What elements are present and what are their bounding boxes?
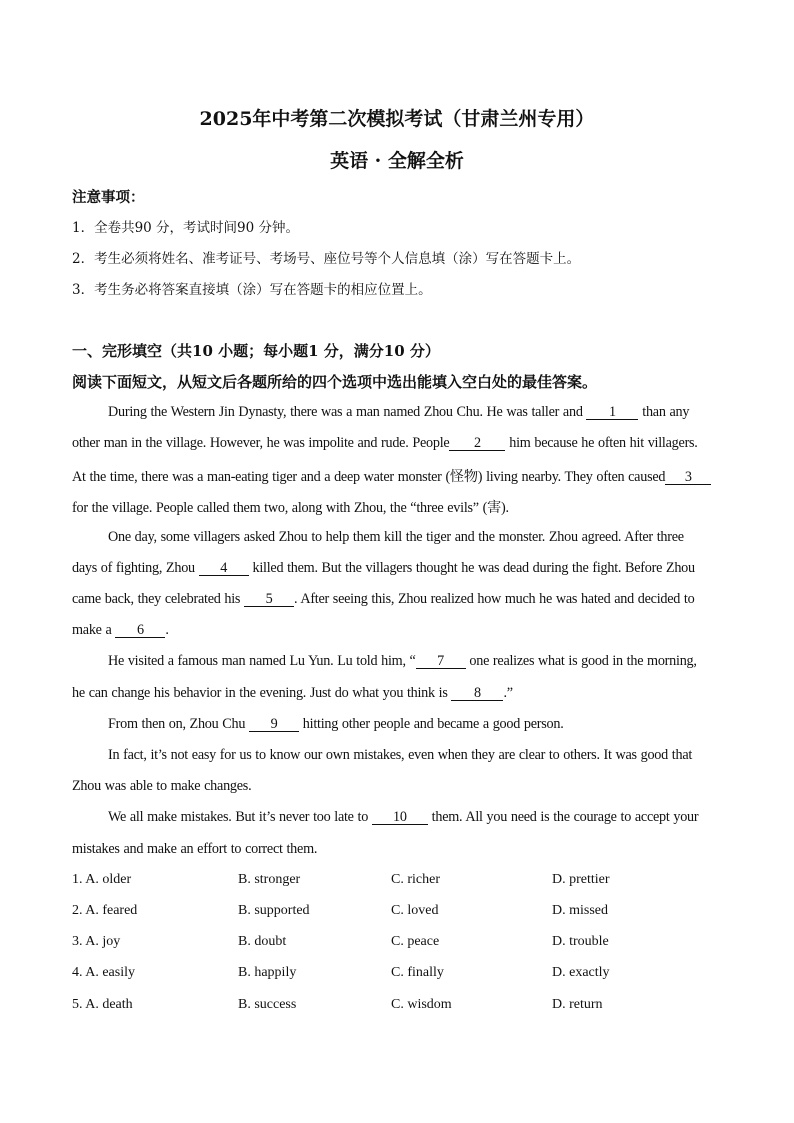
option-a: 2. A. feared xyxy=(72,903,138,918)
option-c: C. loved xyxy=(391,903,439,918)
option-b: B. supported xyxy=(238,903,310,918)
passage-line: From then on, Zhou Chu 9 hitting other people and became a good person. xyxy=(108,716,564,732)
option-d: D. return xyxy=(552,997,603,1012)
option-d: D. trouble xyxy=(552,934,609,949)
page-subtitle: 英语 · 全解全析 xyxy=(330,150,464,172)
passage-line: We all make mistakes. But it’s never too late to 10 them. All you need is the courage to accept your xyxy=(108,809,699,825)
option-d: D. prettier xyxy=(552,872,610,887)
passage-line: he can change his behavior in the evening. Just do what you think is 8 .” xyxy=(72,685,513,701)
notice-item: 1．全卷共90 分，考试时间90 分钟。 xyxy=(72,220,300,236)
notice-item: 3．考生务必将答案直接填（涂）写在答题卡的相应位置上。 xyxy=(72,282,432,298)
passage-line: During the Western Jin Dynasty, there was a man named Zhou Chu. He was taller and 1 than any xyxy=(108,404,690,420)
option-a: 4. A. easily xyxy=(72,965,135,980)
passage-line: He visited a famous man named Lu Yun. Lu told him, “ 7 one realizes what is good in the morning, xyxy=(108,653,697,669)
option-c: C. peace xyxy=(391,934,440,949)
passage-line: other man in the village. However, he was impolite and rude. People 2 him because he often hit villagers. xyxy=(72,435,698,451)
answer-blank-4: 4 xyxy=(199,561,249,576)
option-d: D. exactly xyxy=(552,965,610,980)
passage-line: At the time, there was a man-eating tiger and a deep water monster (怪物) living nearby. They often caused 3 xyxy=(72,466,711,486)
option-b: B. doubt xyxy=(238,934,287,949)
option-a: 3. A. joy xyxy=(72,934,121,949)
option-c: C. richer xyxy=(391,872,440,887)
answer-blank-1: 1 xyxy=(586,405,638,420)
answer-blank-7: 7 xyxy=(416,654,466,669)
option-a: 1. A. older xyxy=(72,872,132,887)
option-b: B. happily xyxy=(238,965,297,980)
page-title: 2025年中考第二次模拟考试（甘肃兰州专用） xyxy=(199,108,595,130)
passage-line: Zhou was able to make changes. xyxy=(72,778,252,794)
answer-blank-3: 3 xyxy=(665,470,711,485)
option-a: 5. A. death xyxy=(72,997,133,1012)
answer-blank-9: 9 xyxy=(249,717,299,732)
passage-line: One day, some villagers asked Zhou to help them kill the tiger and the monster. Zhou agreed. After three xyxy=(108,529,684,545)
option-b: B. stronger xyxy=(238,872,301,887)
passage-line: In fact, it’s not easy for us to know our own mistakes, even when they are clear to others. It was good that xyxy=(108,747,693,763)
notice-heading: 注意事项： xyxy=(72,189,145,206)
passage-line: mistakes and make an effort to correct them. xyxy=(72,841,318,857)
passage-line: make a 6 . xyxy=(72,622,169,638)
answer-blank-8: 8 xyxy=(451,686,503,701)
option-d: D. missed xyxy=(552,903,608,918)
answer-blank-6: 6 xyxy=(115,623,165,638)
option-b: B. success xyxy=(238,997,297,1012)
notice-item: 2．考生必须将姓名、准考证号、考场号、座位号等个人信息填（涂）写在答题卡上。 xyxy=(72,251,581,267)
passage-line: came back, they celebrated his 5 . After seeing this, Zhou realized how much he was hated and decided to xyxy=(72,591,695,607)
section-instruction: 阅读下面短文，从短文后各题所给的四个选项中选出能填入空白处的最佳答案。 xyxy=(72,373,598,391)
option-c: C. finally xyxy=(391,965,444,980)
answer-blank-5: 5 xyxy=(244,592,294,607)
section-heading: 一、完形填空（共10 小题；每小题1 分，满分10 分） xyxy=(72,342,440,360)
answer-blank-2: 2 xyxy=(449,436,505,451)
passage-line: for the village. People called them two, along with Zhou, the “three evils” (害). xyxy=(72,500,509,516)
option-c: C. wisdom xyxy=(391,997,452,1012)
passage-line: days of fighting, Zhou 4 killed them. But the villagers thought he was dead during the fight. Before Zhou xyxy=(72,560,695,576)
answer-blank-10: 10 xyxy=(372,810,428,825)
